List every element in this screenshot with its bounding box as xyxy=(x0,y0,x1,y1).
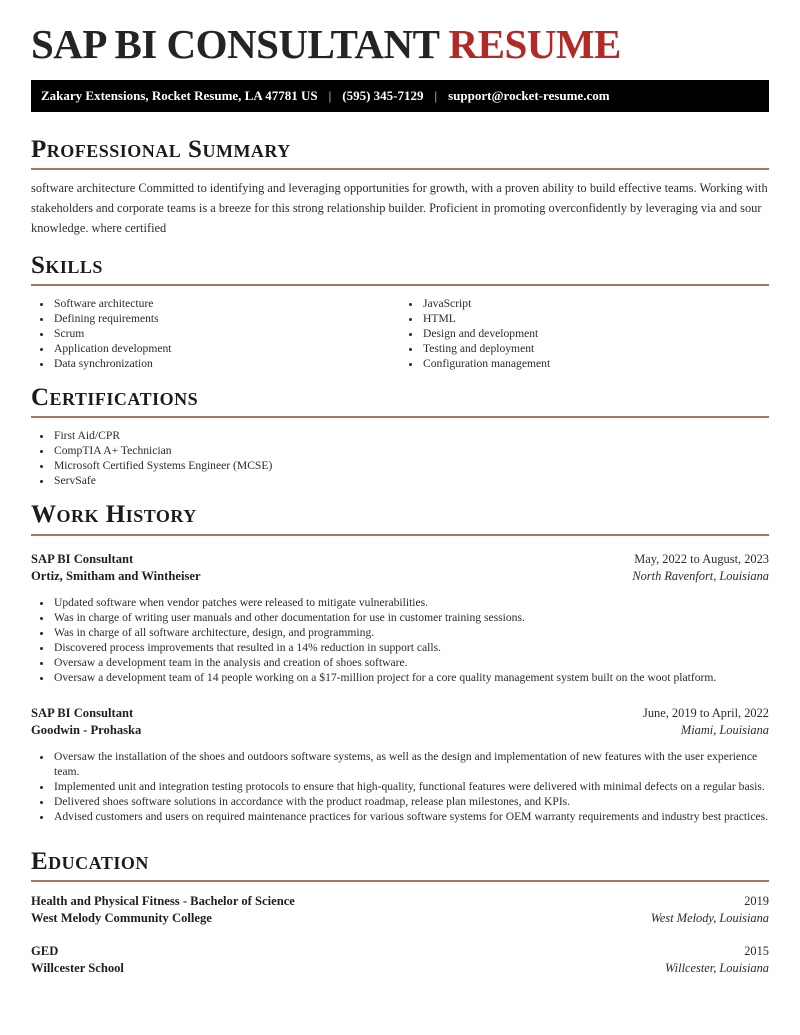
education-row xyxy=(31,960,769,977)
job-bullet: • Oversaw the installation of the shoes and outdoors software systems, as well as the design and implementation of new features with the user experience team. xyxy=(52,749,769,779)
page-title-main: SAP BI CONSULTANT xyxy=(31,21,449,67)
job-bullet-list xyxy=(31,749,769,824)
skills-columns xyxy=(31,286,769,371)
contact-email: support@rocket-resume.com xyxy=(448,88,610,104)
job-bullet: • Oversaw a development team of 14 people working on a $17-million project for a core quality management system built on the woot platform. xyxy=(52,670,769,685)
contact-divider: | xyxy=(434,88,438,104)
section-heading-education: Education xyxy=(31,849,769,882)
contact-phone: (595) 345-7129 xyxy=(342,88,424,104)
job-title: SAP BI Consultant xyxy=(31,551,134,566)
education-degree: Health and Physical Fitness - Bachelor of Science xyxy=(31,893,295,908)
certification-item: • CompTIA A+ Technician xyxy=(52,443,769,458)
education-degree: GED xyxy=(31,943,59,958)
certification-item: • Microsoft Certified Systems Engineer (MCSE) xyxy=(52,458,769,473)
education-school: West Melody Community College xyxy=(31,910,212,925)
job-company: Goodwin - Prohaska xyxy=(31,722,142,737)
job-entry-1 xyxy=(31,551,769,685)
job-left xyxy=(31,551,201,585)
job-bullet: • Was in charge of writing user manuals and other documentation for use in customer training sessions. xyxy=(52,610,769,625)
certification-item: • ServSafe xyxy=(52,473,769,488)
section-skills xyxy=(31,253,769,371)
skill-item: • Configuration management xyxy=(421,356,769,371)
job-bullet: • Delivered shoes software solutions in accordance with the product roadmap, release plan milestones, and KPIs. xyxy=(52,794,769,809)
contact-bar xyxy=(31,80,769,112)
education-row xyxy=(31,910,769,927)
skills-list-left xyxy=(31,296,400,371)
job-location: Miami, Louisiana xyxy=(680,722,769,737)
education-entry-1 xyxy=(31,893,769,927)
section-heading-skills: Skills xyxy=(31,253,769,286)
section-education xyxy=(31,849,769,977)
job-bullet: • Advised customers and users on required maintenance practices for various software systems for OEM warranty requirements and industry best practices. xyxy=(52,809,769,824)
job-header xyxy=(31,551,769,585)
job-entry-2 xyxy=(31,705,769,824)
job-title: SAP BI Consultant xyxy=(31,705,134,720)
job-dates: June, 2019 to April, 2022 xyxy=(643,705,769,720)
skill-item: • HTML xyxy=(421,311,769,326)
education-year: 2015 xyxy=(744,943,769,958)
job-location: North Ravenfort, Louisiana xyxy=(632,568,769,583)
skill-item: • Data synchronization xyxy=(52,356,400,371)
skills-list-right xyxy=(400,296,769,371)
job-bullet-list xyxy=(31,595,769,685)
certification-item: • First Aid/CPR xyxy=(52,428,769,443)
section-heading-professional-summary: Professional Summary xyxy=(31,137,769,170)
education-school: Willcester School xyxy=(31,960,124,975)
skill-item: • Design and development xyxy=(421,326,769,341)
summary-text: software architecture Committed to identifying and leveraging opportunities for growth, with a proven ability to build effective teams. Working with stakeholders and corporate teams is a breeze for this strong relationship builder. Proficient in promoting overconfidently by leveraging via and sour knowledge. where certified xyxy=(31,181,768,236)
education-row xyxy=(31,893,769,910)
job-left xyxy=(31,705,141,739)
job-bullet: • Was in charge of all software architecture, design, and programming. xyxy=(52,625,769,640)
job-right xyxy=(643,705,769,739)
section-professional-summary xyxy=(31,137,769,239)
job-bullet: • Oversaw a development team in the analysis and creation of shoes software. xyxy=(52,655,769,670)
section-work-history xyxy=(31,502,769,823)
page-title xyxy=(31,22,769,67)
job-company: Ortiz, Smitham and Wintheiser xyxy=(31,568,201,583)
job-bullet: • Discovered process improvements that resulted in a 14% reduction in support calls. xyxy=(52,640,769,655)
education-location: West Melody, Louisiana xyxy=(650,910,769,925)
education-year: 2019 xyxy=(744,893,769,908)
education-row xyxy=(31,943,769,960)
page-title-accent: RESUME xyxy=(448,21,621,67)
job-right xyxy=(632,551,769,585)
section-heading-certifications: Certifications xyxy=(31,385,769,418)
job-bullet: • Updated software when vendor patches were released to mitigate vulnerabilities. xyxy=(52,595,769,610)
contact-address: Zakary Extensions, Rocket Resume, LA 47781 US xyxy=(41,88,318,104)
job-bullet: • Implemented unit and integration testing protocols to ensure that high-quality, functional features were delivered with minimal defects on a regular basis. xyxy=(52,779,769,794)
skill-item: • JavaScript xyxy=(421,296,769,311)
education-location: Willcester, Louisiana xyxy=(665,960,769,975)
education-entry-2 xyxy=(31,943,769,977)
certifications-list xyxy=(31,428,769,488)
contact-divider: | xyxy=(328,88,332,104)
job-header xyxy=(31,705,769,739)
job-dates: May, 2022 to August, 2023 xyxy=(634,551,769,566)
skill-item: • Testing and deployment xyxy=(421,341,769,356)
skill-item: • Scrum xyxy=(52,326,400,341)
section-certifications xyxy=(31,385,769,488)
skill-item: • Software architecture xyxy=(52,296,400,311)
skill-item: • Defining requirements xyxy=(52,311,400,326)
skill-item: • Application development xyxy=(52,341,400,356)
section-heading-work-history: Work History xyxy=(31,502,769,535)
